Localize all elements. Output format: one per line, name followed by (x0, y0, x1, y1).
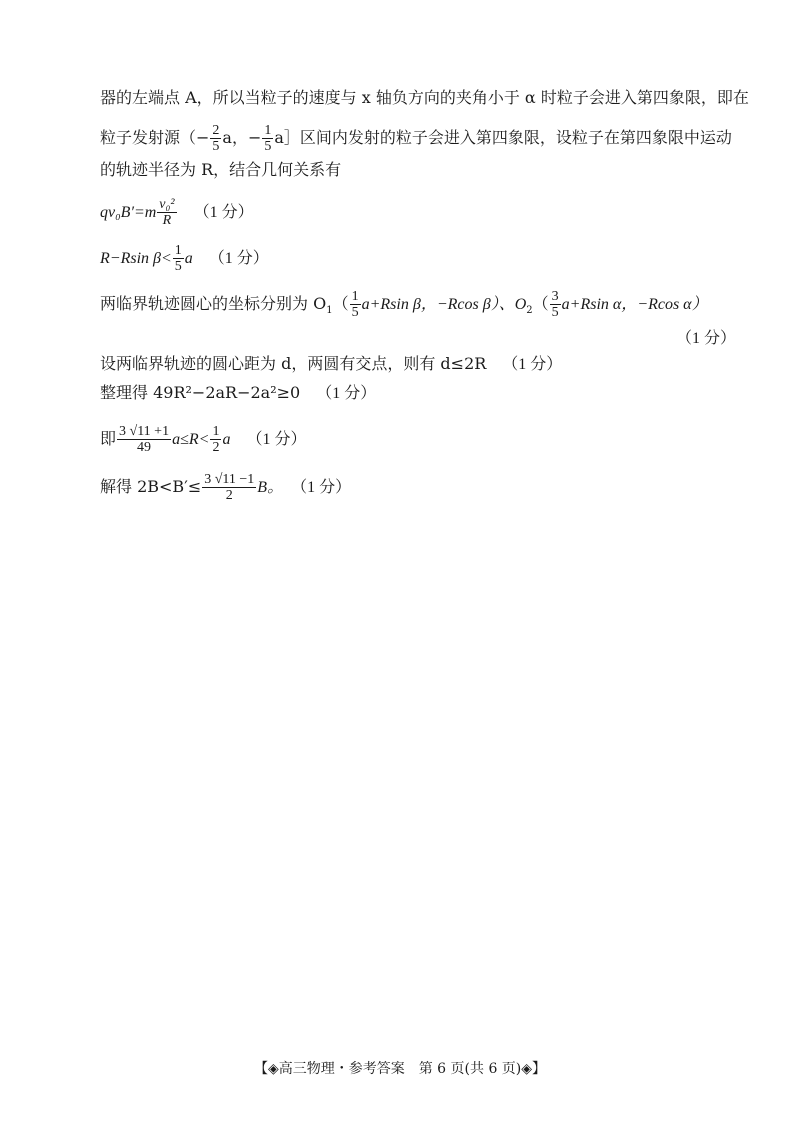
fraction-three-fifths: $\frac{3}{5}$ (551, 289, 559, 320)
score-label: （1 分） (502, 356, 563, 373)
text-line-3: 的轨迹半径为 R，结合几何关系有 (100, 160, 342, 179)
text-line-2: 粒子发射源（− $\frac{2}{5}$ a，− $\frac{1}{5}$ a］区间内发射的粒子会进入第四象限，设粒子在第四象限中运动 (100, 123, 732, 154)
page-footer: 【◈高三物理・参考答案 第 6 页(共 6 页)◈】 (253, 1061, 547, 1077)
score-label: （1 分） (246, 431, 307, 448)
fraction-v0-squared-over-r: $\frac{\text{v₀²}}{R}$ (159, 197, 175, 228)
fraction-one-fifth: $\frac{1}{5}$ (351, 289, 359, 320)
fraction-one-fifth: $\frac{1}{5}$ (264, 123, 272, 154)
fraction-sqrt11-minus-one: $\frac{3 √11 -1}{2}$ (204, 472, 255, 503)
score-label: （1 分） (208, 250, 269, 267)
equation-b-range: 解得 2B<B′≤ $\frac{3 √11 -1}{2}$ B。 （1 分） (100, 472, 352, 503)
text-circle-centers: 两临界轨迹圆心的坐标分别为 $O_1$（ $\frac{1}{5}$ a+Rsin β，−Rcos β）、$O_2$（ $\frac{3}{5}$ a+Rsin α，−Rcos α） (100, 289, 708, 320)
text-line-1: 器的左端点 A，所以当粒子的速度与 x 轴负方向的夹角小于 α 时粒子会进入第四象限，即在 (100, 88, 749, 107)
score-label: （1 分） (299, 479, 352, 496)
text-line-distance: 设两临界轨迹的圆心距为 d，两圆有交点，则有 d≤2R （1 分） (100, 354, 563, 373)
equation-r-range: 即 $\frac{3 √11 +1}{49}$ a≤R< $\frac{1}{2}$ a （1 分） (100, 424, 307, 455)
fraction-two-fifths: $\frac{2}{5}$ (212, 123, 220, 154)
text-line-inequality: 整理得 49R²−2aR−2a²≥0 （1 分） (100, 383, 377, 402)
score-label: （1 分） (316, 385, 377, 402)
score-label: （1 分） (193, 204, 254, 221)
fraction-one-half: $\frac{1}{2}$ (212, 424, 220, 455)
fraction-one-fifth: $\frac{1}{5}$ (174, 243, 182, 274)
score-label: （1 分） (676, 330, 737, 347)
equation-force-balance: qv₀B′=m $\frac{\text{v₀²}}{R}$ （1 分） (100, 197, 254, 228)
equation-radius-condition: R−Rsin β< $\frac{1}{5}$ a （1 分） (100, 243, 269, 274)
fraction-sqrt11-plus-one: $\frac{3 √11 +1}{49}$ (119, 424, 170, 455)
